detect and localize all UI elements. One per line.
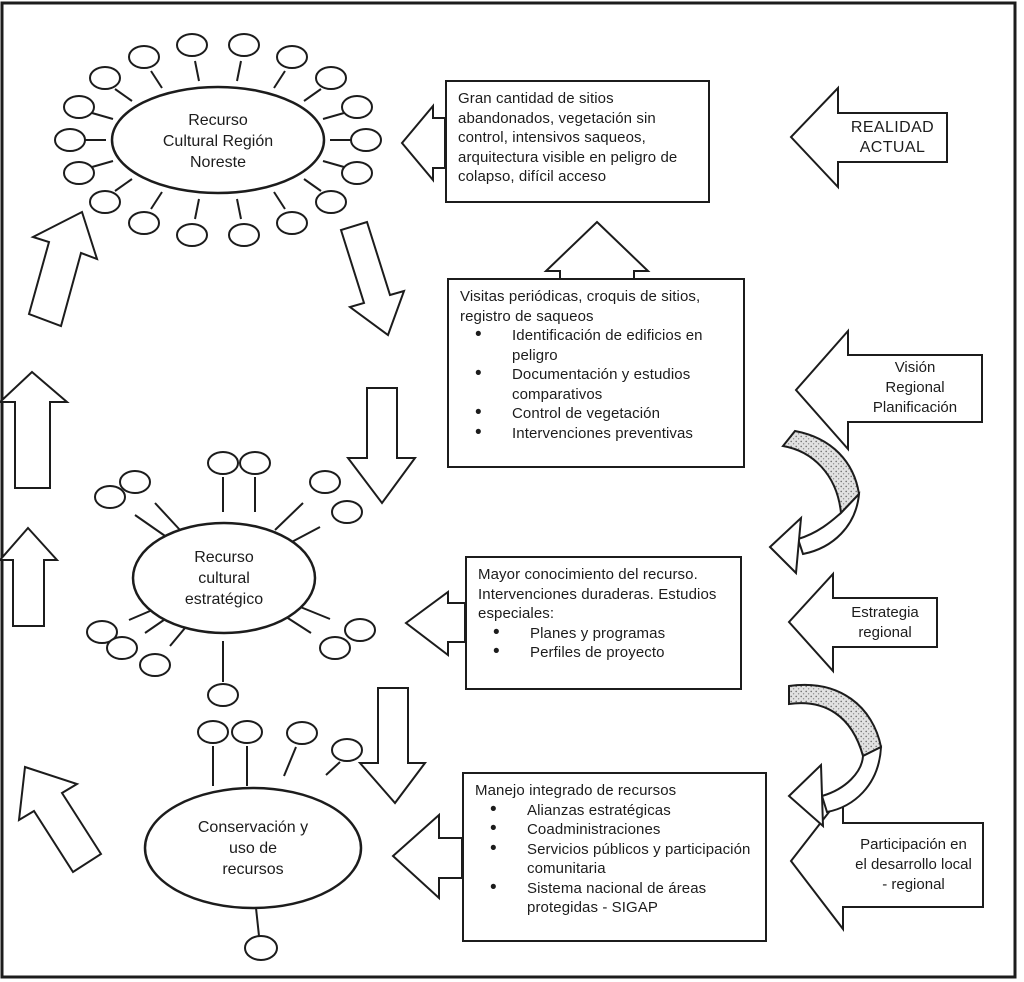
- label-line: estratégico: [184, 590, 264, 608]
- box-text: Gran cantidad de sitios abandonados, vegetación sin control, intensivos saqueos, arquitectura visible en peligro de colapso, difícil acceso: [458, 90, 678, 185]
- label-line: REALIDAD: [850, 118, 935, 136]
- up-left-arrow-bottom: [19, 767, 101, 872]
- label-line: Noreste: [189, 153, 247, 171]
- bullet-list: [478, 624, 730, 663]
- box-intro: Manejo integrado de recursos: [475, 782, 677, 799]
- label-line: - regional: [882, 876, 945, 893]
- bullet-item: • Servicios públicos y participación comunitaria: [475, 840, 755, 879]
- label-recurso-noreste: [118, 105, 318, 177]
- bullet-list: [460, 326, 733, 443]
- label-conservacion: [148, 812, 358, 884]
- label-line: regional: [858, 624, 912, 641]
- up-arrow-left-2: [0, 528, 57, 626]
- label-line: Planificación: [872, 399, 958, 416]
- bullet-item: • Coadministraciones: [475, 820, 755, 840]
- label-line: Conservación y: [197, 818, 309, 836]
- box-visitas-periodicas: [447, 278, 745, 468]
- label-line: Regional: [885, 379, 945, 396]
- bullet-list: [475, 801, 755, 918]
- label-line: el desarrollo local: [855, 856, 972, 873]
- up-arrow-box2-to-box1: [546, 222, 648, 279]
- label-recurso-estrategico: [134, 542, 314, 614]
- label-line: ACTUAL: [859, 138, 926, 156]
- label-line: recursos: [222, 860, 284, 878]
- curved-arrow-vision-to-estrategia: [770, 431, 859, 573]
- bullet-item: • Planes y programas: [478, 624, 730, 644]
- left-arrow-box4-to-conservacion: [393, 815, 462, 898]
- label-line: Estrategia: [851, 604, 919, 621]
- down-arrow-to-conservacion: [360, 688, 425, 803]
- label-line: Visión: [894, 359, 936, 376]
- bullet-item: • Identificación de edificios en peligro: [460, 326, 733, 365]
- curved-arrow-estrategia-to-participacion: [789, 685, 881, 826]
- label-line: Cultural Región: [162, 132, 274, 150]
- bullet-item: • Sistema nacional de áreas protegidas - SIGAP: [475, 879, 755, 918]
- label-line: cultural: [198, 569, 250, 587]
- bullet-item: • Alianzas estratégicas: [475, 801, 755, 821]
- box-intro: Visitas periódicas, croquis de sitios, registro de saqueos: [460, 288, 701, 325]
- box-intro: Mayor conocimiento del recurso. Intervenciones duraderas. Estudios especiales:: [478, 566, 717, 622]
- bullet-item: • Intervenciones preventivas: [460, 424, 733, 444]
- label-line: Recurso: [188, 111, 248, 129]
- up-right-arrow-to-noreste: [29, 212, 97, 326]
- box-situacion-actual: [445, 80, 710, 203]
- bullet-item: • Documentación y estudios comparativos: [460, 365, 733, 404]
- label-vision-regional: [850, 352, 980, 424]
- up-arrow-left-1: [0, 372, 67, 488]
- left-arrow-box1-to-noreste: [402, 106, 445, 180]
- box-manejo-integrado: [462, 772, 767, 942]
- bullet-item: • Perfiles de proyecto: [478, 643, 730, 663]
- label-realidad-actual: [838, 110, 947, 165]
- label-participacion: [844, 821, 983, 909]
- bullet-item: • Control de vegetación: [460, 404, 733, 424]
- label-line: Recurso: [194, 548, 254, 566]
- label-line: Participación en: [860, 836, 967, 853]
- box-mayor-conocimiento: [465, 556, 742, 690]
- left-arrow-box3-to-estrategico: [406, 592, 465, 655]
- down-arrow-to-estrategico: [348, 388, 415, 503]
- label-estrategia-regional: [833, 596, 937, 650]
- label-line: uso de: [228, 839, 278, 857]
- down-right-arrow-from-noreste: [341, 222, 404, 335]
